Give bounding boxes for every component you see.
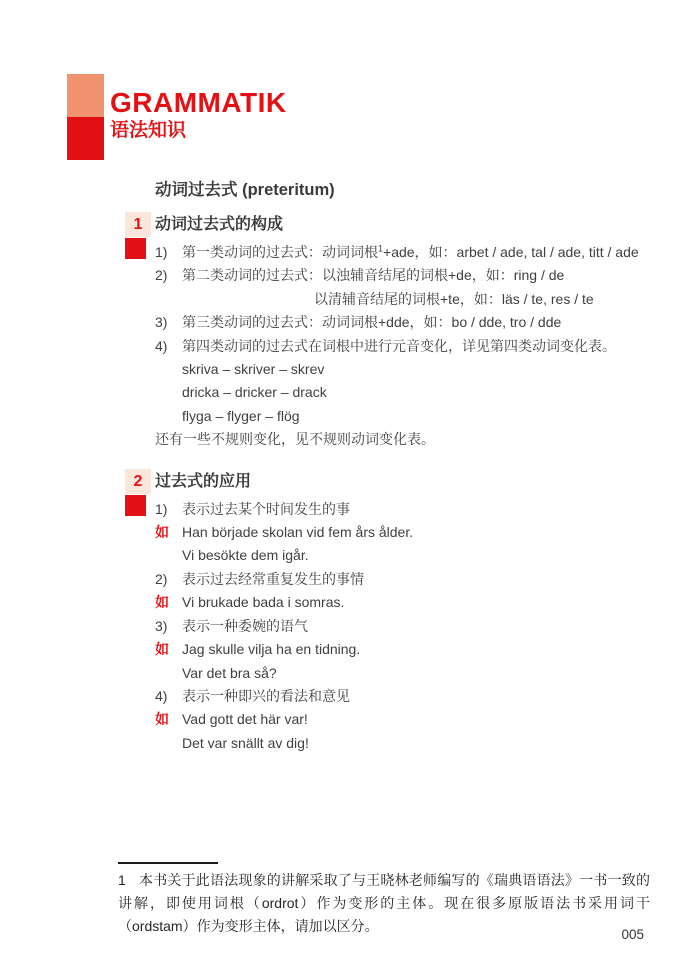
line-text: Han började skolan vid fem års ålder. — [182, 524, 414, 541]
section-marker — [125, 469, 151, 516]
content-line — [155, 662, 660, 685]
section-title: 动词过去式的构成 — [155, 216, 284, 233]
content-line — [155, 591, 660, 614]
line-text: Jag skulle vilja ha en tidning. — [182, 641, 361, 658]
example-marker: 如 — [155, 594, 169, 611]
content-line — [155, 708, 660, 731]
grammatik-subtitle: 语法知识 — [110, 120, 187, 141]
content-line — [155, 358, 660, 381]
logo-mark — [67, 74, 104, 160]
line-number-marker: 1) — [155, 244, 168, 260]
logo-bottom-square — [67, 117, 104, 160]
line-text: 还有一些不规则变化，见不规则动词变化表。 — [155, 431, 435, 448]
example-marker: 如 — [155, 641, 169, 658]
footnote-rule — [118, 862, 218, 864]
line-number-marker: 2) — [155, 267, 168, 284]
content-line — [155, 405, 660, 428]
section-2 — [133, 469, 660, 755]
line-number-marker: 4) — [155, 687, 168, 704]
footnote-text: 本书关于此语法现象的讲解采取了与王晓林老师编写的《瑞典语语法》一书一致的讲解，即使用词根（ordrot）作为变形的主体。现在很多原版语法书采用词干（ordstam）作为变形主体，请加以区分。 — [118, 872, 650, 934]
example-marker: 如 — [155, 524, 169, 541]
line-text: 表示过去经常重复发生的事情 — [182, 570, 364, 587]
section-number-badge: 2 — [125, 469, 151, 494]
content-line — [155, 732, 660, 755]
line-text: 表示一种即兴的看法和意见 — [182, 687, 350, 704]
line-text: 以清辅音结尾的词根+te，如：läs / te, res / te — [314, 290, 594, 307]
footnote-reference: 1 — [378, 243, 384, 254]
line-number-marker: 1) — [155, 500, 168, 517]
line-text: Vi besökte dem igår. — [182, 547, 309, 564]
content-line — [155, 615, 660, 638]
line-text: Det var snällt av dig! — [182, 734, 309, 751]
content-line — [155, 381, 660, 404]
example-marker: 如 — [155, 711, 169, 728]
page-number: 005 — [621, 927, 644, 942]
content-line — [155, 311, 660, 334]
section-red-square — [125, 238, 146, 259]
line-text: 表示过去某个时间发生的事 — [182, 500, 350, 517]
line-text-post: +ade，如：arbet / ade, tal / ade, titt / ade — [383, 244, 639, 260]
line-number-marker: 4) — [155, 337, 168, 354]
content-line — [155, 544, 660, 567]
line-text-pre: 第一类动词的过去式：动词词根 — [182, 244, 378, 260]
section-red-square — [125, 495, 146, 516]
section-marker — [125, 212, 151, 259]
line-text: Vad gott det här var! — [182, 711, 308, 728]
line-text: 表示一种委婉的语气 — [182, 617, 308, 634]
content-column — [133, 180, 660, 755]
grammatik-title: GRAMMATIK — [110, 87, 287, 118]
line-text: dricka – dricker – drack — [182, 384, 327, 401]
line-text: Vi brukade bada i somras. — [182, 594, 345, 611]
logo-top-square — [67, 74, 104, 117]
line-number-marker: 2) — [155, 570, 168, 587]
section-number-badge: 1 — [125, 212, 151, 237]
line-text: flyga – flyger – flög — [182, 407, 300, 424]
line-text — [182, 241, 639, 264]
chapter-heading: 动词过去式 (preteritum) — [155, 181, 335, 199]
line-text: Var det bra så? — [182, 664, 277, 681]
line-number-marker: 3) — [155, 314, 168, 331]
content-line — [155, 685, 660, 708]
content-line — [155, 335, 660, 358]
content-line — [155, 241, 660, 264]
section-1 — [133, 212, 660, 452]
brand-text — [110, 74, 287, 160]
content-line — [155, 428, 660, 451]
line-text: 第二类动词的过去式：以浊辅音结尾的词根+de，如：ring / de — [182, 267, 565, 284]
line-text: skriva – skriver – skrev — [182, 361, 325, 378]
content-line — [155, 638, 660, 661]
content-line — [155, 568, 660, 591]
content-line — [155, 498, 660, 521]
line-text: 第三类动词的过去式：动词词根+dde，如：bo / dde, tro / dde — [182, 314, 562, 331]
section-title: 过去式的应用 — [155, 472, 252, 490]
content-line — [155, 264, 660, 287]
line-text: 第四类动词的过去式在词根中进行元音变化，详见第四类动词变化表。 — [182, 337, 616, 354]
content-line — [155, 521, 660, 544]
page-header — [67, 74, 287, 160]
footnote — [118, 869, 650, 937]
content-line — [155, 288, 660, 311]
line-number-marker: 3) — [155, 617, 168, 634]
grammar-sections — [133, 212, 660, 755]
footnote-number: 1 — [118, 872, 126, 888]
